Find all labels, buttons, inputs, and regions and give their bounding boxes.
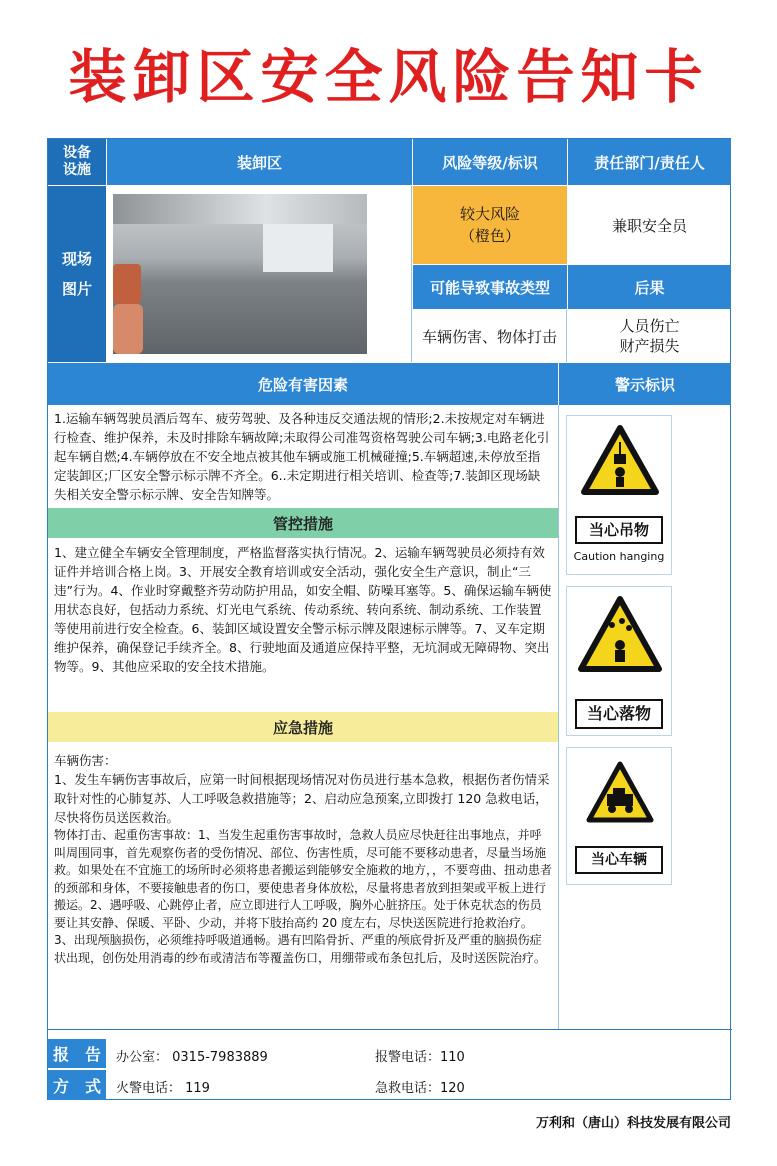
falling-objects-warning-icon	[577, 595, 663, 673]
hazards-text: 1.运输车辆驾驶员酒后驾车、疲劳驾驶、及各种违反交通法规的情形;2.未按规定对车辆进行检查、维护保养，未及时排除车辆故障;未取得公司准驾资格驾驶公司车辆;3.电路老化引起车辆自燃;4.车辆停放在不安全地点被其他车辆或施工机械碰撞;5.车辆超速,未停放至指定装卸区;厂区安全警示标示牌不齐全。6..未定期进行相关培训、检查等;7.装卸区现场缺失相关安全警示标示牌、安全告知牌等。	[54, 411, 550, 502]
accident-type-value: 车辆伤害、物体打击	[413, 310, 567, 362]
emergency-heading: 车辆伤害：	[54, 753, 117, 768]
emergency-header: 应急措施	[48, 712, 558, 742]
responsible-header: 责任部门/责任人	[568, 139, 731, 185]
card-title: 装卸区安全风险告知卡	[68, 43, 709, 111]
emergency-vehicle-text: 1、发生车辆伤害事故后，应第一时间根据现场情况对伤员进行基本急救，根据伤者伤情采取针对性的心肺复苏、人工呼吸急救措施等；2、启动应急预案,立即拨打 120 急救电话，尽快将伤员送医救治。	[54, 772, 550, 825]
controls-header: 管控措施	[48, 508, 558, 538]
equipment-label: 设备 设施	[48, 139, 106, 185]
risk-card	[47, 138, 731, 1100]
site-photo-frame	[107, 186, 412, 362]
sign-falling-objects	[566, 586, 672, 736]
accident-type-header: 可能导致事故类型	[413, 265, 567, 309]
column-divider	[558, 405, 559, 1029]
company-name: 万利和（唐山）科技发展有限公司	[535, 1116, 731, 1131]
footer-divider	[48, 1029, 732, 1030]
sign-falling-objects-label: 当心落物	[575, 699, 663, 729]
hanging-load-warning-icon	[580, 424, 660, 496]
risk-level-value: 较大风险 （橙色）	[413, 186, 567, 264]
ambulance-phone: 急救电话：120	[375, 1081, 465, 1096]
responsible-value: 兼职安全员	[611, 216, 687, 235]
sign-hanging-load-sub: Caution hanging	[573, 550, 665, 563]
emergency-text	[48, 743, 558, 1029]
sign-hanging-load	[566, 415, 672, 575]
hazards-header: 危险有害因素	[48, 363, 558, 405]
site-photo	[113, 194, 367, 354]
warning-signs-header: 警示标识	[559, 363, 731, 405]
consequence-value: 人员伤亡 财产损失	[619, 317, 680, 355]
vehicle-warning-icon	[585, 760, 655, 824]
site-photo-label: 现场 图片	[48, 186, 106, 362]
sign-vehicle	[566, 747, 672, 885]
consequence-header: 后果	[568, 265, 731, 309]
area-name: 装卸区	[107, 139, 412, 185]
risk-level-header: 风险等级/标识	[413, 139, 567, 185]
office-phone: 办公室： 0315-7983889	[116, 1050, 268, 1065]
emergency-object-strike-text: 物体打击、起重伤害事故：1、当发生起重伤害事故时，急救人员应尽快赶往出事地点，并呼叫周围同事，首先观察伤者的受伤情况、部位、伤害性质，尽可能不要移动患者，尽量当场施救。如果处在不宜施工的场所时必须将患者搬运到能够安全施救的地方，，不要弯曲、扭动患者的颈部和身体，不要接触患者的伤口，要使患者身体放松，尽量将患者放到担架或平板上进行搬运。2、遇呼吸、心跳停止者，应立即进行人工呼吸，胸外心脏挤压。处于休克状态的伤员要让其安静、保暖、平卧、少动，并将下肢抬高约 20 度左右，尽快送医院进行抢救治疗。3、出现颅脑损伤，必须维持呼吸道通畅。遇有凹陷骨折、严重的颅底骨折及严重的脑损伤症状出现，创伤处用消毒的纱布或清洁布等覆盖伤口，用绷带或布条包扎后，及时送医院治疗。	[54, 828, 553, 965]
controls-text: 1、建立健全车辆安全管理制度，严格监督落实执行情况。2、运输车辆驾驶员必须持有效证件并培训合格上岗。3、开展安全教育培训或安全活动，强化安全生产意识，制止“三违”行为。4、作业时穿戴整齐劳动防护用品，如安全帽、防噪耳塞等。5、确保运输车辆使用状态良好，包括动力系统、灯光电气系统、传动系统、转向系统、制动系统、工作装置等使用前进行安全检查。6、装卸区域设置安全警示标示牌及限速标示牌等。7、叉车定期维护保养，确保登记手续齐全。8、行驶地面及通道应保持平整，无坑洞或无障碍物、突出物等。9、其他应采取的安全技术措施。	[54, 545, 552, 674]
fire-phone: 火警电话： 119	[116, 1081, 210, 1096]
sign-hanging-load-label: 当心吊物	[575, 516, 663, 544]
report-label-1: 报 告	[48, 1039, 106, 1069]
report-label-2: 方 式	[48, 1070, 106, 1100]
sign-vehicle-label: 当心车辆	[575, 846, 663, 874]
police-phone: 报警电话：110	[375, 1050, 465, 1065]
